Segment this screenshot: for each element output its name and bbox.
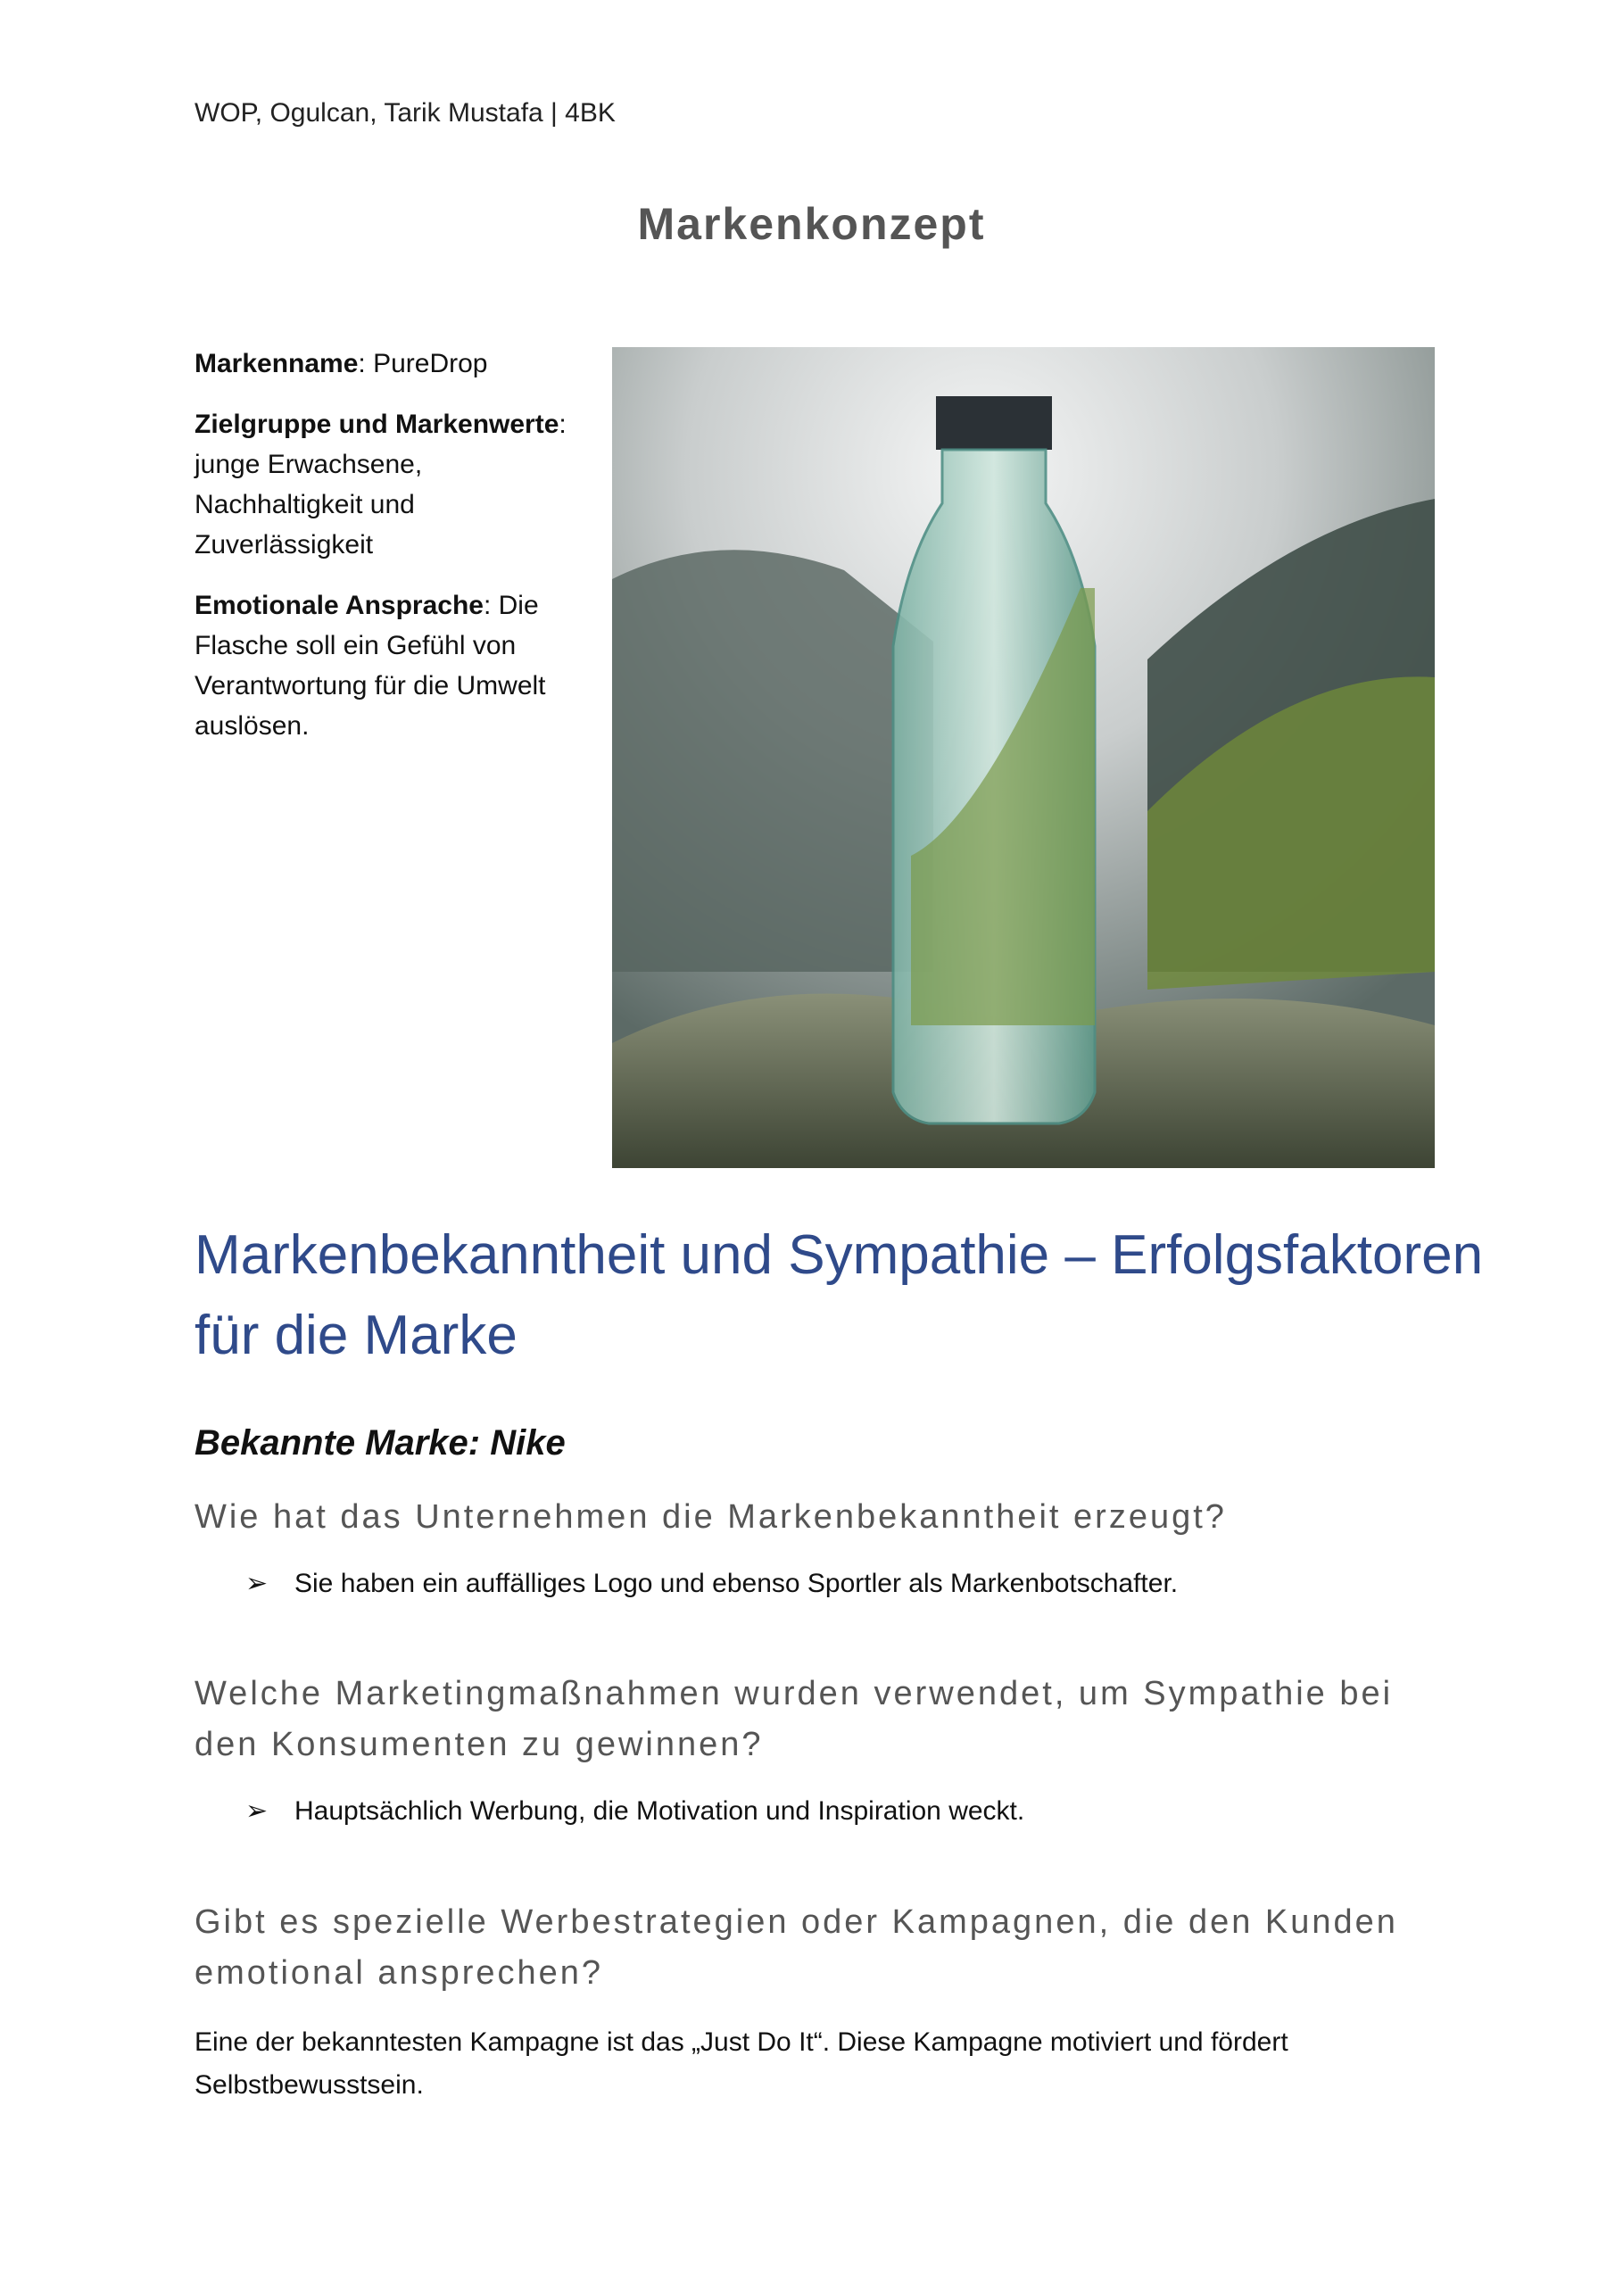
question-1: Wie hat das Unternehmen die Markenbekanntheit erzeugt?: [195, 1498, 1227, 1536]
arrow-bullet-icon: ➢: [245, 1569, 269, 1598]
brand-name: Markenname: PureDrop: [195, 349, 488, 378]
known-brand-heading: Bekannte Marke: Nike: [195, 1423, 566, 1463]
answer-2: ➢ Hauptsächlich Werbung, die Motivation und Inspiration weckt.: [245, 1796, 1025, 1826]
section-heading: Markenbekanntheit und Sympathie – Erfolgsfaktoren für die Marke: [195, 1224, 1484, 1366]
question-2: Welche Marketingmaßnahmen wurden verwendet, um Sympathie bei den Konsumenten zu gewinnen?: [195, 1675, 1394, 1763]
brand-info: [195, 344, 587, 767]
bottle-illustration: [612, 347, 1435, 1168]
page-header: WOP, Ogulcan, Tarik Mustafa | 4BK: [195, 98, 616, 128]
bottle-image: [612, 347, 1435, 1168]
answer-1: ➢ Sie haben ein auffälliges Logo und ebenso Sportler als Markenbotschafter.: [245, 1569, 1179, 1598]
emotional-appeal: Emotionale Ansprache: Die Flasche soll ein Gefühl von Verantwortung für die Umwelt auslösen.: [195, 591, 546, 741]
arrow-bullet-icon: ➢: [245, 1796, 269, 1826]
page-title: Markenkonzept: [637, 199, 986, 249]
question-3: Gibt es spezielle Werbestrategien oder Kampagnen, die den Kunden emotional ansprechen?: [195, 1903, 1398, 1992]
target-group: Zielgruppe und Markenwerte: junge Erwachsene, Nachhaltigkeit und Zuverlässigkeit: [195, 410, 567, 559]
answer-3-paragraph: Eine der bekanntesten Kampagne ist das „Just Do It“. Diese Kampagne motiviert und fördert Selbstbewusstsein.: [195, 2027, 1288, 2100]
